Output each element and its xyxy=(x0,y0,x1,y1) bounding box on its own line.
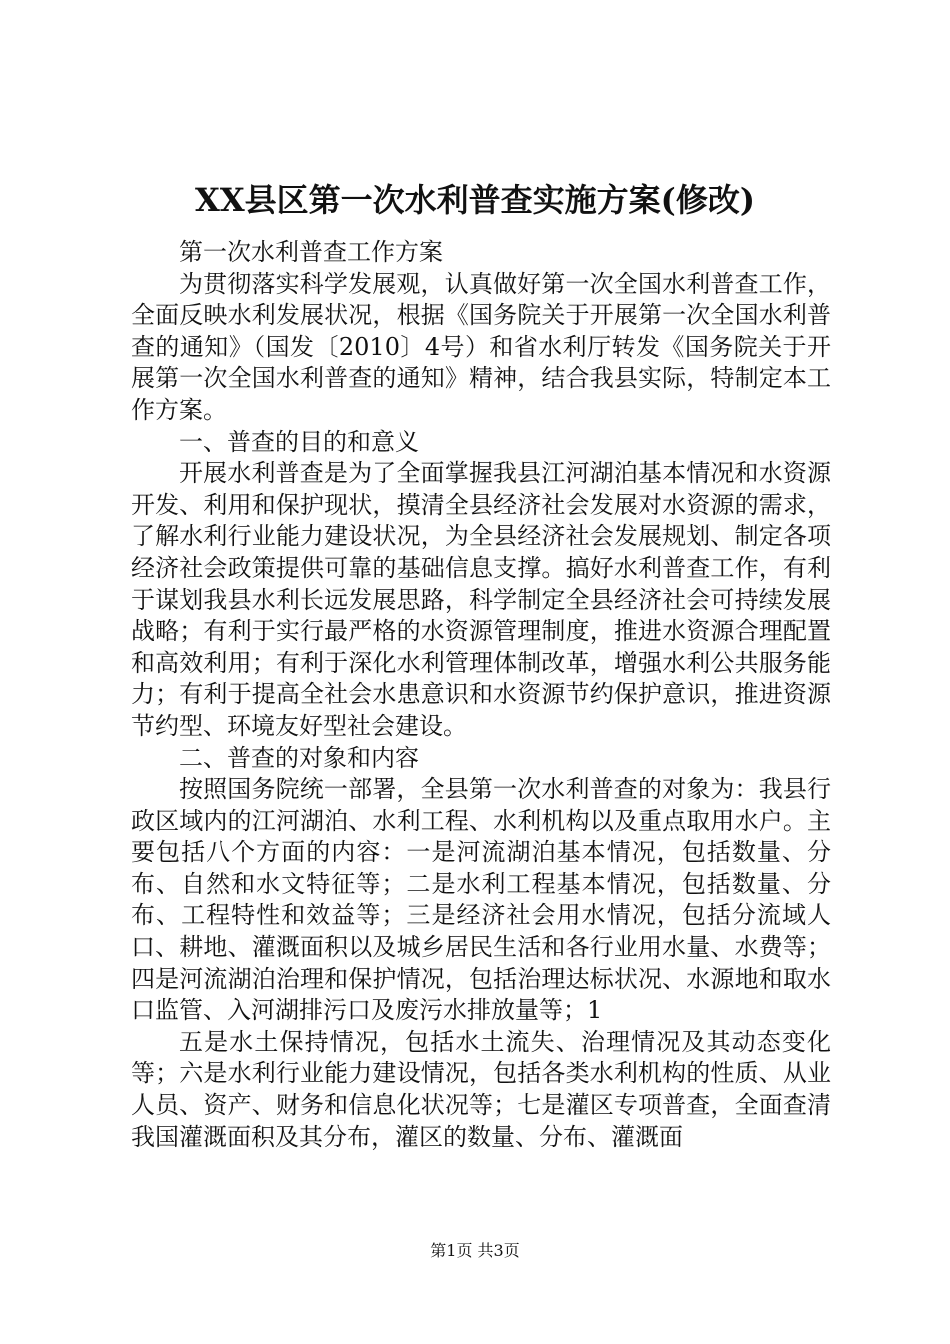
section-2-heading: 二、普查的对象和内容 xyxy=(179,743,419,772)
page-footer: 第1页 共3页 xyxy=(430,1241,520,1260)
section-2-paragraph-continued: 五是水土保持情况，包括水土流失、治理情况及其动态变化等；六是水利行业能力建设情况，包括各类水利机构的性质、从业人员、资产、财务和信息化状况等；七是灌区专项普查，全面查清我国灌溉面积及其分布，灌区的数量、分布、灌溉面 xyxy=(131,1027,831,1151)
intro-paragraph: 为贯彻落实科学发展观，认真做好第一次全国水利普查工作，全面反映水利发展状况，根据《国务院关于开展第一次全国水利普查的通知》（国发〔2010〕4号）和省水利厅转发《国务院关于开展第一次全国水利普查的通知》精神，结合我县实际，特制定本工作方案。 xyxy=(131,269,831,424)
document-title: XX县区第一次水利普查实施方案(修改) xyxy=(195,181,755,219)
document-subtitle: 第一次水利普查工作方案 xyxy=(179,238,443,266)
section-1-paragraph: 开展水利普查是为了全面掌握我县江河湖泊基本情况和水资源开发、利用和保护现状，摸清全县经济社会发展对水资源的需求，了解水利行业能力建设状况，为全县经济社会发展规划、制定各项经济社会政策提供可靠的基础信息支撑。搞好水利普查工作，有利于谋划我县水利长远发展思路，科学制定全县经济社会可持续发展战略；有利于实行最严格的水资源管理制度，推进水资源合理配置和高效利用；有利于深化水利管理体制改革，增强水利公共服务能力；有利于提高全社会水患意识和水资源节约保护意识，推进资源节约型、环境友好型社会建设。 xyxy=(131,459,831,740)
section-1-heading: 一、普查的目的和意义 xyxy=(179,427,419,456)
document-body xyxy=(131,237,831,1153)
section-2-paragraph: 按照国务院统一部署，全县第一次水利普查的对象为：我县行政区域内的江河湖泊、水利工程、水利机构以及重点取用水户。主要包括八个方面的内容：一是河流湖泊基本情况，包括数量、分布、自然和水文特征等；二是水利工程基本情况，包括数量、分布、工程特性和效益等；三是经济社会用水情况，包括分流域人口、耕地、灌溉面积以及城乡居民生活和各行业用水量、水费等；四是河流湖泊治理和保护情况，包括治理达标状况、水源地和取水口监管、入河湖排污口及废污水排放量等；1 xyxy=(131,775,831,1025)
